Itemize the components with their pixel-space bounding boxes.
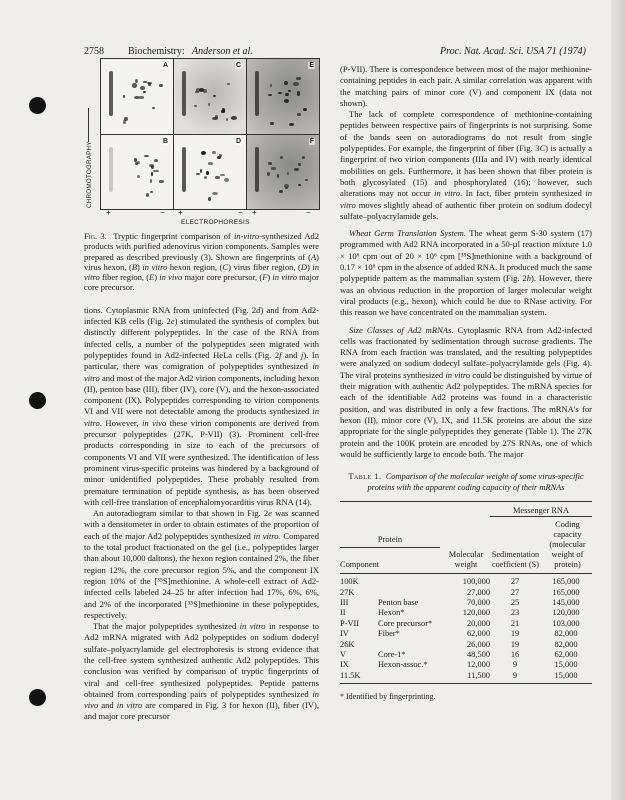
table-cell: 23 bbox=[510, 608, 520, 618]
italic-text: in vitro bbox=[445, 369, 471, 380]
fingerprint-panel bbox=[174, 59, 246, 134]
text-run: major core precursor. bbox=[84, 272, 319, 293]
table-cell: 48,500 bbox=[466, 649, 490, 659]
table-cell: Core precursor* bbox=[378, 618, 433, 628]
peptide-spot bbox=[303, 108, 307, 111]
peptide-spot bbox=[137, 175, 140, 178]
peptide-spot bbox=[135, 162, 138, 166]
panel-label: E bbox=[309, 62, 314, 69]
table-row bbox=[340, 577, 592, 587]
scan-edge bbox=[611, 0, 625, 800]
italic-text: C bbox=[539, 143, 546, 154]
text-run: ) and from Ad2-infected KB cells (Fig. 2 bbox=[84, 304, 319, 327]
table-row bbox=[340, 629, 592, 639]
anode-sign: + bbox=[106, 208, 111, 217]
peptide-spot bbox=[203, 89, 206, 93]
table-cell: 19 bbox=[510, 639, 520, 649]
peptide-spot bbox=[296, 77, 302, 80]
peptide-spot bbox=[206, 171, 208, 175]
panel-label: C bbox=[235, 62, 241, 69]
text-run: fiber region, ( bbox=[99, 272, 150, 283]
table-cell: 12,000 bbox=[466, 660, 490, 670]
peptide-spot bbox=[150, 191, 153, 193]
table-row bbox=[340, 671, 592, 681]
paragraph bbox=[84, 621, 319, 723]
peptide-spot bbox=[289, 123, 295, 127]
italic-text: in vivo bbox=[84, 688, 319, 711]
fingerprint-panel bbox=[247, 59, 319, 134]
text-run: these virion components are derived from precursor polypeptides (27K, P-VII) (3). Prominent cell-free products corresponding in size to each of the precursors of components VI and VII were synthesized. The identification of less prominent virus-specific proteins was hindered by a background of minor unidentified polypeptides. These probably resulted from premature termination of peptide synthesis, as has been observed with cell-free translation of encephalomyocarditis virus RNA (14). bbox=[84, 417, 320, 507]
chromatography-arrow bbox=[88, 108, 89, 142]
table-cell: V bbox=[340, 649, 347, 659]
italic-text: B bbox=[131, 261, 138, 272]
peptide-spot bbox=[305, 179, 308, 181]
peptide-spot bbox=[212, 192, 218, 195]
peptide-spot bbox=[270, 122, 274, 125]
page-number: 2758 bbox=[84, 46, 104, 57]
text-run: The wheat germ S-30 system (17) programmed with Ad2 RNA incorporated in a 50-µl reaction mixture 1.0 × 10⁶ cpm out of 20 × 10⁶ cpm [³⁵S]methionine with a background of 0.17 × 10⁶ cpm in the absence of added RNA. It produced much the same polypeptide pattern as the mammalian system (Fig. 2 bbox=[340, 228, 592, 284]
table-row bbox=[340, 608, 592, 618]
text-run: (P-VII). There is correspondence between most of the major methionine-containing peptides in each pair. A similar correlation was apparent with the matching pairs of minor core (V) and component IX (data not shown). bbox=[340, 64, 592, 108]
table-cell: 27 bbox=[510, 587, 520, 597]
peptide-spot bbox=[297, 91, 301, 95]
italic-text: C bbox=[222, 261, 229, 272]
peptide-spot bbox=[123, 120, 126, 124]
table-cell: 15,000 bbox=[554, 660, 578, 670]
origin-streak bbox=[255, 147, 259, 192]
peptide-spot bbox=[268, 162, 273, 164]
text-run: -synthesized Ad2 products with purified adenovirus virion components. Samples were prepared as described previously (3). Shown are fingerprints of ( bbox=[84, 231, 320, 262]
table-row bbox=[340, 588, 592, 598]
journal-citation: Proc. Nat. Acad. Sci. USA 71 (1974) bbox=[440, 46, 586, 57]
table-cell bbox=[378, 588, 442, 598]
peptide-spot bbox=[143, 91, 146, 93]
peptide-spot bbox=[302, 156, 306, 159]
table-cell: 27 bbox=[510, 577, 520, 587]
header-mrna: Messenger RNA bbox=[512, 506, 570, 516]
panel-label: D bbox=[235, 137, 241, 145]
text-run: ) virus fiber region, ( bbox=[228, 261, 301, 272]
table-cell: III bbox=[340, 597, 349, 607]
peptide-spot bbox=[220, 174, 224, 176]
text-run: Cytoplasmic RNA from Ad2-infected cells was fractionated by sedimentation through sucrose gradients. The RNA from each fraction was translated, and the resulting polypeptides were analyzed on sodium dodecyl sulfate–polyacrylamide gels (Fig. 4). The viral proteins synthesized bbox=[340, 324, 592, 380]
peptide-spot bbox=[196, 173, 200, 175]
table-footnote: * Identified by fingerprinting. bbox=[340, 692, 436, 702]
table-cell: 19 bbox=[510, 629, 520, 639]
fingerprint-panel bbox=[101, 135, 173, 210]
text-run: major core precursor, ( bbox=[182, 272, 263, 283]
table-cell: 120,000 bbox=[552, 608, 580, 618]
x-axis-label: ELECTROPHORESIS bbox=[181, 219, 250, 226]
cathode-sign: − bbox=[306, 208, 311, 217]
table-cell: Hexon-assoc.* bbox=[378, 660, 428, 670]
peptide-spot bbox=[284, 184, 289, 188]
table-cell: 9 bbox=[512, 670, 518, 680]
text-run: The lack of complete correspondence of methionine-containing peptides between respective pairs of fingerprints is not surprising. Some of the bands seen on autoradiograms do not result from single polypeptides. For example, the fingerprint of fiber (Fig. 3 bbox=[340, 109, 592, 154]
table-cell: 82,000 bbox=[554, 639, 578, 649]
table-cell: 21 bbox=[510, 618, 520, 628]
peptide-spot bbox=[270, 84, 272, 87]
italic-text: j bbox=[300, 349, 304, 360]
table-cell: P-VII bbox=[340, 618, 360, 628]
peptide-spot bbox=[147, 82, 152, 85]
italic-text: in vitro bbox=[434, 188, 461, 199]
cathode-sign: − bbox=[160, 208, 165, 217]
panel-label: B bbox=[162, 137, 168, 145]
italic-text: F bbox=[262, 272, 268, 283]
table-cell: II bbox=[340, 608, 346, 618]
figure-caption bbox=[84, 231, 319, 293]
authors: Anderson et al. bbox=[192, 46, 253, 57]
peptide-spot bbox=[280, 156, 283, 159]
table-cell: 100K bbox=[340, 577, 359, 587]
peptide-spot bbox=[293, 82, 299, 86]
table-cell: 25 bbox=[510, 597, 520, 607]
table-row bbox=[340, 598, 592, 608]
text-run: ) bbox=[137, 261, 143, 272]
italic-text: in vitro bbox=[142, 261, 168, 272]
table-cell: 62,000 bbox=[466, 629, 490, 639]
peptide-spot bbox=[152, 107, 155, 109]
text-run: and most of the major Ad2 virion components, including hexon (II), penton base (III), fiber (IV), core (V), and the hexon-associated component (IX). Polypeptides corresponding to virion components VI and VII were not detectable among the products synthesized bbox=[84, 372, 319, 417]
table-cell: 165,000 bbox=[552, 587, 580, 597]
italic-text: D bbox=[300, 261, 307, 272]
italic-text: in vitro bbox=[340, 188, 592, 210]
peptide-spot bbox=[224, 178, 229, 182]
peptide-spot bbox=[204, 176, 207, 179]
peptide-spot bbox=[200, 169, 202, 173]
table-cell: 20,000 bbox=[466, 618, 490, 628]
table-cell bbox=[378, 577, 442, 587]
peptide-spot bbox=[215, 176, 220, 180]
peptide-spot bbox=[294, 168, 300, 172]
table-cell: 70,000 bbox=[466, 597, 490, 607]
peptide-spot bbox=[288, 90, 291, 92]
header-protein: Protein bbox=[377, 535, 403, 545]
origin-streak bbox=[255, 71, 259, 116]
origin-streak bbox=[182, 147, 186, 192]
table-cell bbox=[378, 640, 442, 650]
peptide-spot bbox=[123, 95, 125, 99]
running-title: Biochemistry: bbox=[128, 46, 185, 57]
fingerprint-panel bbox=[174, 135, 246, 210]
peptide-spot bbox=[140, 86, 146, 90]
origin-streak bbox=[109, 147, 113, 192]
table-cell: 15,000 bbox=[554, 670, 578, 680]
peptide-spot bbox=[146, 193, 149, 197]
binder-hole bbox=[29, 689, 46, 706]
peptide-spot bbox=[271, 167, 277, 169]
italic-text: e bbox=[170, 316, 175, 327]
header-component: Component bbox=[340, 560, 380, 570]
peptide-spot bbox=[159, 180, 164, 183]
italic-text: in vitro bbox=[84, 361, 319, 383]
italic-text: in vitro bbox=[84, 406, 319, 428]
table-row bbox=[340, 660, 592, 670]
table-cell bbox=[378, 671, 442, 681]
text-run: . In fact, fiber protein synthesized bbox=[460, 188, 586, 199]
text-run: ) stimulated the synthesis of complex but distinctly different polypeptides. In the case of the RNA from infected cells, a number of the polypeptides seen migrated with polypeptides found in Ad2-infected HeLa cells (Fig. 2 bbox=[84, 316, 319, 360]
header-molecular-weight: Molecular weight bbox=[448, 550, 484, 570]
text-run: Tryptic fingerprint comparison of bbox=[113, 231, 234, 241]
figure-3-fingerprints bbox=[100, 58, 320, 210]
peptide-spot bbox=[212, 151, 216, 155]
italic-text: in vivo bbox=[159, 272, 183, 283]
table-cell: Core-1* bbox=[378, 649, 406, 659]
text-run: ). However, there was an obvious reduction in the proportion of larger molecular weight viral products (e.g., hexon), which could be due to RNase activity. For this reason we have concentrated on the mammalian system. bbox=[340, 273, 592, 318]
text-run: and bbox=[281, 349, 301, 360]
table-cell: 120,000 bbox=[462, 608, 490, 618]
binder-hole bbox=[29, 392, 46, 409]
italic-text: Wheat Germ Translation System. bbox=[349, 228, 466, 239]
italic-text: f bbox=[279, 349, 282, 360]
fingerprint-panel bbox=[247, 135, 319, 210]
peptide-spot bbox=[208, 103, 210, 106]
y-axis-label: CHROMOTOGRAPHY bbox=[86, 141, 93, 208]
peptide-spot bbox=[219, 154, 222, 158]
peptide-spot bbox=[227, 83, 230, 85]
right-flow bbox=[340, 64, 592, 701]
peptide-spot bbox=[151, 172, 153, 175]
text-run: ) bbox=[154, 272, 160, 283]
paragraph bbox=[340, 325, 592, 461]
text-run: . However, bbox=[99, 417, 142, 428]
table-cell: 103,000 bbox=[552, 618, 580, 628]
table-row bbox=[340, 650, 592, 660]
text-run: . Compared to the total product fractionated on the gel (i.e., polypeptides larger than about 10,000 daltons), the hexon region contained 2%, the fiber region 12%, the core precursor region 5%, and the component IX region 10% of the [³⁵S]methionine. A whole-cell extract of Ad2-infected cells labeled 24–25 hr after infection had 17%, 6%, 6%, and 2% of the incorporated [³⁵S]methionine in these polypeptides, respectively. bbox=[84, 530, 319, 620]
binder-hole bbox=[29, 97, 46, 114]
right-column bbox=[340, 64, 592, 460]
table-cell: Penton base bbox=[378, 597, 419, 607]
text-run: in response to Ad2 mRNA migrated with Ad2 polypeptides on sodium dodecyl sulfate–polyacrylamide gel electrophoresis is strong evidence that the cell-free system synthesized authentic Ad2 polypeptides. This conclusion was verified by comparison of tryptic fingerprints of viral and cell-free synthesized polypeptides. Peptide patterns obtained from corresponding pairs of polypeptides synthesized bbox=[84, 621, 319, 699]
peptide-spot bbox=[268, 94, 272, 96]
text-run: ) is actually a fingerprint of two virion components (IIIa and IV) with nearly identical mobilities on gels. Furthermore, it has been shown that fiber protein is both glycosylated (15) and phosphorylated (16); however, such alterations may not occur bbox=[340, 143, 592, 199]
text-run: That the major polypeptides synthesized bbox=[93, 621, 240, 632]
peptide-spot bbox=[154, 159, 158, 162]
peptide-spot bbox=[279, 190, 283, 193]
table-cell: Fiber* bbox=[378, 629, 400, 639]
italic-text: in vitro bbox=[116, 700, 143, 711]
table-cell: IX bbox=[340, 660, 349, 670]
peptide-spot bbox=[226, 118, 229, 121]
text-run: ). In particular, there was comigration of polypeptides synthesized bbox=[84, 349, 319, 372]
peptide-spot bbox=[159, 84, 163, 87]
left-flow bbox=[84, 231, 319, 723]
peptide-spot bbox=[208, 162, 214, 165]
text-run: was scanned with a densitometer in order to obtain estimates of the proportion of each of the major Ad2 polypeptides synthesized bbox=[84, 508, 320, 541]
paragraph bbox=[340, 64, 592, 109]
peptide-spot bbox=[208, 197, 211, 201]
paragraph bbox=[340, 109, 592, 222]
table-cell: 145,000 bbox=[552, 597, 580, 607]
table-row bbox=[340, 619, 592, 629]
paragraph bbox=[84, 508, 319, 621]
peptide-spot bbox=[149, 164, 154, 167]
table-cell: 26K bbox=[340, 639, 355, 649]
text-run: moves slightly ahead of authentic fiber protein on sodium dodecyl sulfate–polyacrylamide gels. bbox=[340, 199, 592, 221]
italic-text: d bbox=[256, 304, 261, 315]
peptide-spot bbox=[153, 170, 159, 172]
peptide-spot bbox=[231, 116, 237, 120]
caption-label: Fig. 3. bbox=[84, 231, 107, 241]
paragraph bbox=[84, 305, 319, 508]
panel-label: A bbox=[162, 62, 168, 69]
anode-sign: + bbox=[178, 208, 183, 217]
peptide-spot bbox=[278, 92, 283, 94]
table-cell: 9 bbox=[512, 660, 518, 670]
peptide-spot bbox=[277, 174, 279, 177]
table-cell: 11.5K bbox=[340, 670, 361, 680]
table-row bbox=[340, 640, 592, 650]
header-coding-capacity: Coding capacity (molecular weight of protein) bbox=[549, 520, 586, 570]
italic-text: in vitro bbox=[253, 530, 279, 541]
text-run: ) virus hexon, ( bbox=[84, 251, 319, 272]
table-1 bbox=[340, 472, 592, 701]
table-cell: 26,000 bbox=[466, 639, 490, 649]
text-run: are compared in Fig. 3 for hexon (II), fiber (IV), and major core precursor bbox=[84, 700, 319, 722]
peptide-spot bbox=[201, 151, 206, 155]
origin-streak bbox=[109, 71, 113, 116]
peptide-spot bbox=[298, 184, 301, 187]
text-run: ) bbox=[306, 261, 313, 272]
peptide-spot bbox=[196, 88, 200, 91]
table-cell: 11,500 bbox=[467, 670, 490, 680]
table-title: Table 1. Comparison of the molecular weight of some virus-specific proteins with the apparent coding capacity of their mRNAs bbox=[348, 472, 584, 492]
peptide-spot bbox=[222, 108, 225, 112]
peptide-spot bbox=[267, 172, 270, 176]
text-run: hexon region, ( bbox=[167, 261, 223, 272]
italic-text: in vivo bbox=[142, 417, 167, 428]
peptide-spot bbox=[150, 179, 153, 183]
table-cell: Hexon* bbox=[378, 608, 405, 618]
header-sedimentation: Sedimentation coefficient (S) bbox=[491, 550, 540, 570]
text-run: tions. Cytoplasmic RNA from uninfected (Fig. 2 bbox=[84, 304, 257, 315]
italic-text: Size Classes of Ad2 mRNAs. bbox=[349, 324, 454, 335]
peptide-spot bbox=[139, 96, 144, 99]
peptide-spot bbox=[284, 99, 290, 103]
peptide-spot bbox=[135, 79, 138, 83]
origin-streak bbox=[182, 71, 186, 116]
peptide-spot bbox=[284, 81, 288, 85]
peptide-spot bbox=[144, 155, 150, 157]
peptide-spot bbox=[287, 172, 289, 175]
text-run: and bbox=[98, 700, 117, 711]
italic-text: E bbox=[149, 272, 155, 283]
table-cell: 165,000 bbox=[552, 577, 580, 587]
left-column bbox=[84, 305, 319, 723]
table-cell: 27,000 bbox=[466, 587, 490, 597]
italic-text: h bbox=[526, 273, 531, 284]
peptide-spot bbox=[285, 93, 289, 96]
table-cell: 16 bbox=[510, 649, 520, 659]
peptide-spot bbox=[213, 95, 215, 97]
anode-sign: + bbox=[252, 208, 257, 217]
table-cell: IV bbox=[340, 629, 349, 639]
italic-text: e bbox=[268, 508, 272, 519]
text-run: An autoradiogram similar to that shown in Fig. 2 bbox=[93, 508, 269, 519]
peptide-spot bbox=[298, 163, 301, 167]
table-cell: 100,000 bbox=[462, 577, 490, 587]
panel-label: F bbox=[309, 137, 314, 145]
italic-text: in vitro bbox=[84, 261, 319, 283]
peptide-spot bbox=[194, 105, 197, 107]
italic-text: in vitro bbox=[272, 272, 297, 283]
text-run: could be distinguished by virtue of their migration with authentic Ad2 polypeptides. The mRNA species for each of the identifiable Ad2 proteins was found in a characteristic position, and was distributed in only a few fractions. The mRNA's for hexon (II), minor core (V), IX, and 11.5K proteins are about the size appropriate for the single polypeptides they generate (Table 1). The 27K protein and the 100K protein are encoded by 27S RNAs, one of which would be sufficiently large to encode both. The major bbox=[340, 369, 592, 459]
fingerprint-panel bbox=[101, 59, 173, 134]
table-cell: 62,000 bbox=[554, 649, 578, 659]
paragraph bbox=[340, 228, 592, 318]
table-cell: 27K bbox=[340, 587, 355, 597]
table-cell: 82,000 bbox=[554, 629, 578, 639]
text-run: ) bbox=[267, 272, 273, 283]
italic-text: A bbox=[310, 251, 317, 262]
peptide-spot bbox=[215, 115, 217, 119]
table-header bbox=[340, 502, 592, 573]
peptide-spot bbox=[297, 113, 301, 116]
italic-text: in vitro bbox=[239, 621, 266, 632]
italic-text: in-vitro bbox=[233, 231, 260, 241]
cathode-sign: − bbox=[238, 208, 243, 217]
peptide-spot bbox=[132, 83, 137, 87]
